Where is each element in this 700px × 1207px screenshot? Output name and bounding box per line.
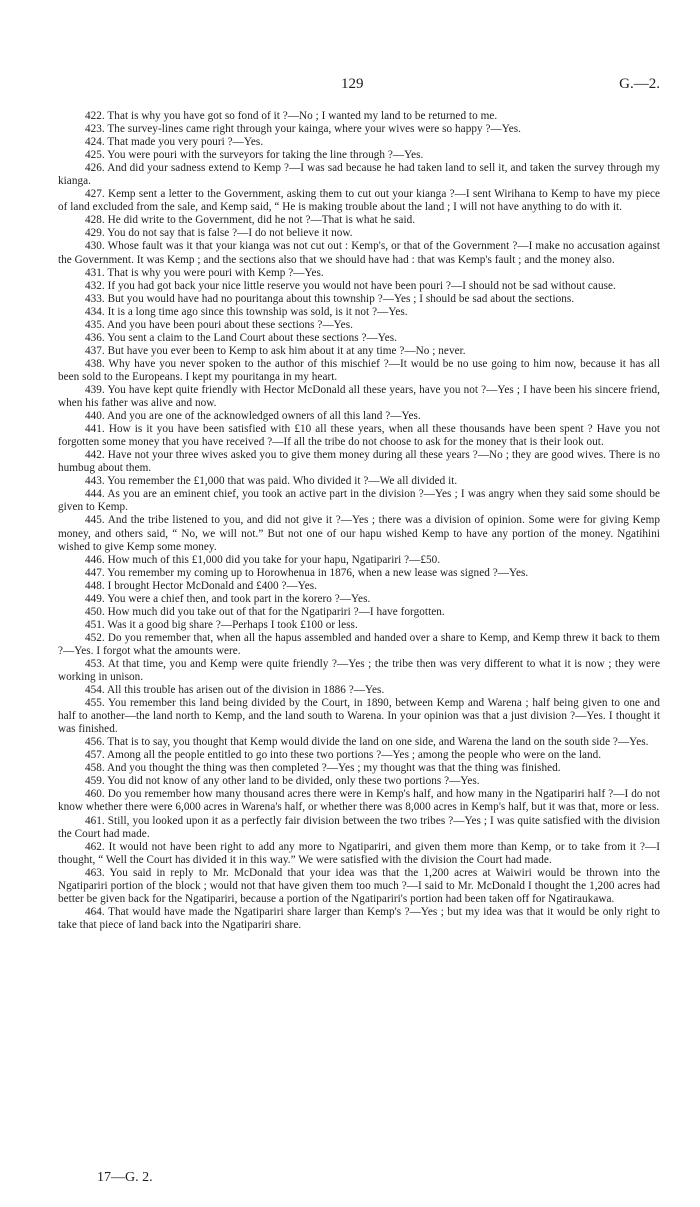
testimony-paragraph: 460. Do you remember how many thousand acres there were in Kemp's half, and how many in the Ngatipariri half ?—I do not know whether there were 6,000 acres in Warena's half, or whether there was 8,000 acres in Kemp's half, but it was that, more or less. xyxy=(58,788,660,814)
testimony-paragraph: 437. But have you ever been to Kemp to ask him about it at any time ?—No ; never. xyxy=(85,344,466,357)
testimony-paragraph: 444. As you are an eminent chief, you took an active part in the division ?—Yes ; I was angry when they said some should be given to Kemp. xyxy=(58,488,660,514)
testimony-paragraph: 450. How much did you take out of that for the Ngatipariri ?—I have forgotten. xyxy=(85,605,445,618)
testimony-paragraph: 459. You did not know of any other land to be divided, only these two portions ?—Yes. xyxy=(85,775,480,788)
testimony-paragraph: 443. You remember the £1,000 that was paid. Who divided it ?—We all divided it. xyxy=(85,475,458,488)
testimony-paragraph: 461. Still, you looked upon it as a perfectly fair division between the two tribes ?—Yes ; I was quite satisfied with the division the Court had made. xyxy=(58,814,660,840)
testimony-paragraph: 440. And you are one of the acknowledged owners of all this land ?—Yes. xyxy=(85,410,421,423)
testimony-paragraph: 454. All this trouble has arisen out of the division in 1886 ?—Yes. xyxy=(85,684,385,697)
testimony-paragraph: 463. You said in reply to Mr. McDonald that your idea was that the 1,200 acres at Waiwiri would be thrown into the Ngatipariri portion of the block ; would not that have given them too much ?—I said to Mr. McDonald I thought the 1,200 acres had better be given back for the Ngatipariri, because a portion of the Ngatipariri's portion had been taken off for Ngatiraukawa. xyxy=(58,866,660,905)
testimony-paragraph: 426. And did your sadness extend to Kemp ?—I was sad because he had taken land to sell it, and taken the survey through my kianga. xyxy=(58,162,660,188)
testimony-paragraph: 436. You sent a claim to the Land Court about these sections ?—Yes. xyxy=(85,331,398,344)
testimony-paragraph: 433. But you would have had no pouritanga about this township ?—Yes ; I should be sad about the sections. xyxy=(85,292,575,305)
testimony-paragraph: 442. Have not your three wives asked you to give them money during all these years ?—No ; they are good wives. There is no humbug about them. xyxy=(58,449,660,475)
testimony-paragraph: 451. Was it a good big share ?—Perhaps I took £100 or less. xyxy=(85,618,358,631)
testimony-paragraph: 458. And you thought the thing was then completed ?—Yes ; my thought was that the thing was finished. xyxy=(85,762,561,775)
testimony-paragraph: 430. Whose fault was it that your kianga was not cut out : Kemp's, or that of the Government ?—I make no accusation against the Government. It was Kemp ; and the sections also that we should have had : that was Kemp's fault ; and the money also. xyxy=(58,240,660,266)
testimony-paragraph: 429. You do not say that is false ?—I do not believe it now. xyxy=(85,227,353,240)
testimony-paragraph: 434. It is a long time ago since this township was sold, is it not ?—Yes. xyxy=(85,305,408,318)
testimony-paragraph: 448. I brought Hector McDonald and £400 ?—Yes. xyxy=(85,579,318,592)
page-header xyxy=(0,76,700,96)
testimony-paragraph: 452. Do you remember that, when all the hapus assembled and handed over a share to Kemp, and Kemp threw it back to them ?—Yes. I forgot what the amounts were. xyxy=(58,631,660,657)
testimony-paragraph: 428. He did write to the Government, did he not ?—That is what he said. xyxy=(85,214,416,227)
testimony-paragraph: 455. You remember this land being divided by the Court, in 1890, between Kemp and Warena ; half being given to one and half to another—the land north to Kemp, and the land south to Warena. In your opinion was that a just division ?—Yes. I thought it was finished. xyxy=(58,697,660,736)
footer-signature: 17—G. 2. xyxy=(97,1170,153,1185)
testimony-paragraph: 445. And the tribe listened to you, and did not give it ?—Yes ; there was a division of opinion. Some were for giving Kemp money, and others said, “ No, we will not.” But not one of our hapu wished Kemp to have any portion of the money. Ngatihini wished to give Kemp some money. xyxy=(58,514,660,553)
testimony-paragraph: 456. That is to say, you thought that Kemp would divide the land on one side, and Warena the land on the south side ?—Yes. xyxy=(85,736,649,749)
testimony-paragraph: 427. Kemp sent a letter to the Government, asking them to cut out your kianga ?—I sent Wirihana to Kemp to have my piece of land excluded from the sale, and Kemp said, “ He is making trouble about the land ; I will not have anything to do with it. xyxy=(58,188,660,214)
testimony-paragraph: 446. How much of this £1,000 did you take for your hapu, Ngatipariri ?—£50. xyxy=(85,553,441,566)
testimony-paragraph: 441. How is it you have been satisfied with £10 all these years, when all these thousands have been spent ? Have you not forgotten some money that you have received ?—If all the tribe do not choose to ask for the money that is their look out. xyxy=(58,423,660,449)
testimony-paragraph: 439. You have kept quite friendly with Hector McDonald all these years, have you not ?—Yes ; I have been his sincere friend, when his father was alive and now. xyxy=(58,383,660,410)
testimony-paragraph: 464. That would have made the Ngatipariri share larger than Kemp's ?—Yes ; but my idea was that it would be only right to take that piece of land back into the Ngatipariri share. xyxy=(58,905,660,931)
testimony-paragraph: 422. That is why you have got so fond of it ?—No ; I wanted my land to be returned to me. xyxy=(85,110,498,122)
testimony-paragraph: 447. You remember my coming up to Horowhenua in 1876, when a new lease was signed ?—Yes. xyxy=(85,566,529,579)
testimony-paragraph: 462. It would not have been right to add any more to Ngatipariri, and given them more than Kemp, or to take from it ?—I thought, “ Well the Court has divided it in this way.” We were satisfied with the division the Court had made. xyxy=(58,840,660,866)
testimony-paragraph: 435. And you have been pouri about these sections ?—Yes. xyxy=(85,318,353,331)
testimony-paragraph: 438. Why have you never spoken to the author of this mischief ?—It would be no use going to him now, because it has all been sold to the Europeans. I kept my pouritanga in my heart. xyxy=(58,357,660,383)
document-code: G.—2. xyxy=(619,76,660,92)
page-number: 129 xyxy=(341,76,364,92)
testimony-paragraph: 424. That made you very pouri ?—Yes. xyxy=(85,136,264,149)
testimony-body xyxy=(58,110,660,932)
testimony-paragraph: 453. At that time, you and Kemp were quite friendly ?—Yes ; the tribe then was very different to what it is now ; they were working in unison. xyxy=(58,657,660,684)
testimony-paragraph: 449. You were a chief then, and took part in the korero ?—Yes. xyxy=(85,592,371,605)
testimony-paragraph: 431. That is why you were pouri with Kemp ?—Yes. xyxy=(85,266,324,279)
testimony-paragraph: 425. You were pouri with the surveyors for taking the line through ?—Yes. xyxy=(85,149,424,162)
testimony-paragraph: 423. The survey-lines came right through your kainga, where your wives were so happy ?—Yes. xyxy=(85,123,521,136)
testimony-paragraph: 432. If you had got back your nice little reserve you would not have been pouri ?—I should not be sad without cause. xyxy=(85,279,616,292)
testimony-paragraph: 457. Among all the people entitled to go into these two portions ?—Yes ; among the people who were on the land. xyxy=(85,749,602,762)
